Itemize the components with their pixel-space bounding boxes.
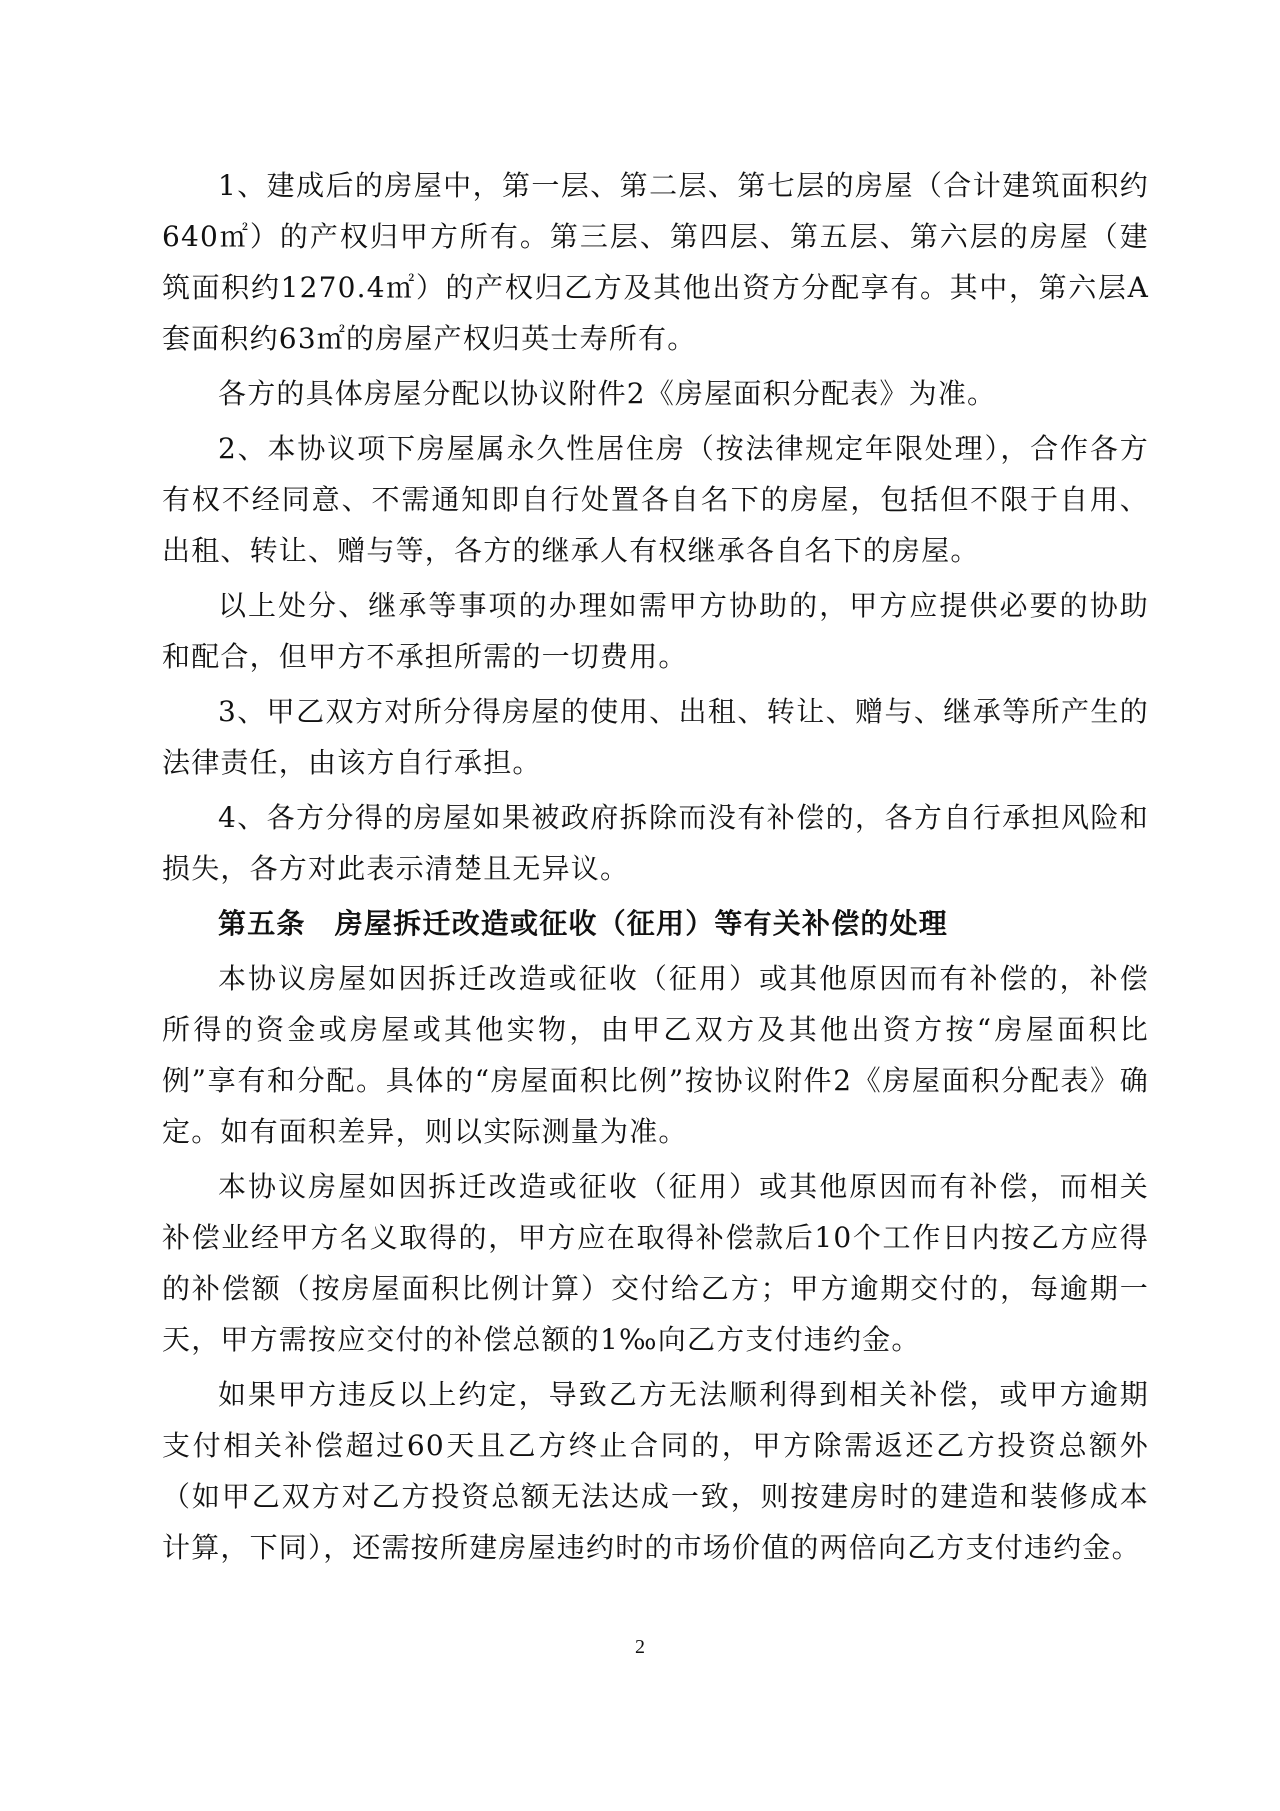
assistance-paragraph: 以上处分、继承等事项的办理如需甲方协助的，甲方应提供必要的协助和配合，但甲方不承担所需的一切费用。	[162, 589, 1149, 673]
page-number: 2	[635, 1636, 645, 1658]
compensation-sharing-paragraph: 本协议房屋如因拆迁改造或征收（征用）或其他原因而有补偿的，补偿所得的资金或房屋或其他实物，由甲乙双方及其他出资方按“房屋面积比例”享有和分配。具体的“房屋面积比例”按协议附件2《房屋面积分配表》确定。如有面积差异，则以实际测量为准。	[162, 962, 1149, 1148]
clause-2-paragraph: 2、本协议项下房屋属永久性居住房（按法律规定年限处理），合作各方有权不经同意、不需通知即自行处置各自名下的房屋，包括但不限于自用、出租、转让、赠与等，各方的继承人有权继承各自名下的房屋。	[162, 432, 1149, 567]
clause-4-paragraph: 4、各方分得的房屋如果被政府拆除而没有补偿的，各方自行承担风险和损失，各方对此表示清楚且无异议。	[162, 801, 1149, 885]
allocation-reference-paragraph: 各方的具体房屋分配以协议附件2《房屋面积分配表》为准。	[218, 377, 997, 410]
breach-penalty-paragraph: 如果甲方违反以上约定，导致乙方无法顺利得到相关补偿，或甲方逾期支付相关补偿超过60天且乙方终止合同的，甲方除需返还乙方投资总额外（如甲乙双方对乙方投资总额无法达成一致，则按建房时的建造和装修成本计算，下同），还需按所建房屋违约时的市场价值的两倍向乙方支付违约金。	[162, 1378, 1149, 1564]
clause-3-paragraph: 3、甲乙双方对所分得房屋的使用、出租、转让、赠与、继承等所产生的法律责任，由该方自行承担。	[162, 695, 1149, 779]
compensation-payment-paragraph: 本协议房屋如因拆迁改造或征收（征用）或其他原因而有补偿，而相关补偿业经甲方名义取得的，甲方应在取得补偿款后10个工作日内按乙方应得的补偿额（按房屋面积比例计算）交付给乙方；甲方逾期交付的，每逾期一天，甲方需按应交付的补偿总额的1‰向乙方支付违约金。	[162, 1170, 1149, 1356]
document-page	[162, 160, 1149, 1577]
clause-1-paragraph: 1、建成后的房屋中，第一层、第二层、第七层的房屋（合计建筑面积约640㎡）的产权归甲方所有。第三层、第四层、第五层、第六层的房屋（建筑面积约1270.4㎡）的产权归乙方及其他出资方分配享有。其中，第六层A套面积约63㎡的房屋产权归英士寿所有。	[162, 169, 1149, 355]
section-5-heading: 第五条 房屋拆迁改造或征收（征用）等有关补偿的处理	[218, 907, 949, 940]
